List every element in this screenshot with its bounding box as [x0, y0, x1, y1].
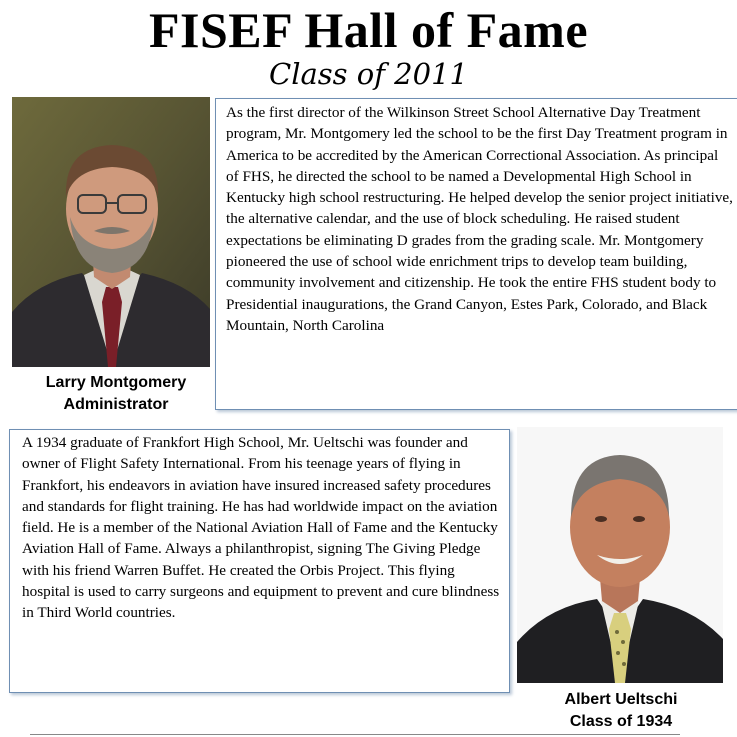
page-title: FISEF Hall of Fame: [148, 2, 589, 58]
bottom-divider: [30, 734, 680, 735]
larry-montgomery-bio: [215, 98, 737, 410]
inductee-role: Class of 1934: [569, 713, 673, 730]
larry-montgomery-photo: [12, 97, 210, 367]
larry-montgomery-caption: [12, 372, 220, 416]
bio-text: As the first director of the Wilkinson Street School Alternative Day Treatment program, Mr. Montgomery led the school to be the first Day Treatment program in America to be accredited by the American Correctional Association. As principal of FHS, he directed the school to be named a Developmental High School in Kentucky high school restructuring. He helped develop the senior project initiative, the alternative calendar, and the use of block scheduling. He raised student expectations be eliminating D grades from the grading scale. Mr. Montgomery pioneered the use of school wide enrichment trips to develop team building, community involvement and citizenship. He took the entire FHS student body to Presidential inaugurations, the Grand Canyon, Estes Park, Colorado, and Black Mountain, North Carolina: [226, 104, 733, 334]
inductee-role: Administrator: [63, 396, 169, 413]
bio-text: A 1934 graduate of Frankfort High School, Mr. Ueltschi was founder and owner of Flight Safety International. From his teenage years of flying in Frankfort, his endeavors in aviation have insured increased safety procedures and standards for flight training. He has had worldwide impact on the aviation field. He is a member of the National Aviation Hall of Fame and the Kentucky Aviation Hall of Fame. Always a philanthropist, signing The Giving Pledge with his friend Warren Buffet. He created the Orbis Project. This flying hospital is used to carry surgeons and equipment to prevent and cure blindness in Third World countries.: [22, 434, 500, 622]
page-subtitle: Class of 2011: [269, 57, 468, 91]
albert-ueltschi-photo: [517, 427, 723, 683]
inductee-name: Larry Montgomery: [45, 374, 187, 391]
albert-ueltschi-bio: [9, 429, 510, 693]
albert-ueltschi-caption: [512, 689, 730, 733]
inductee-name: Albert Ueltschi: [564, 691, 678, 708]
